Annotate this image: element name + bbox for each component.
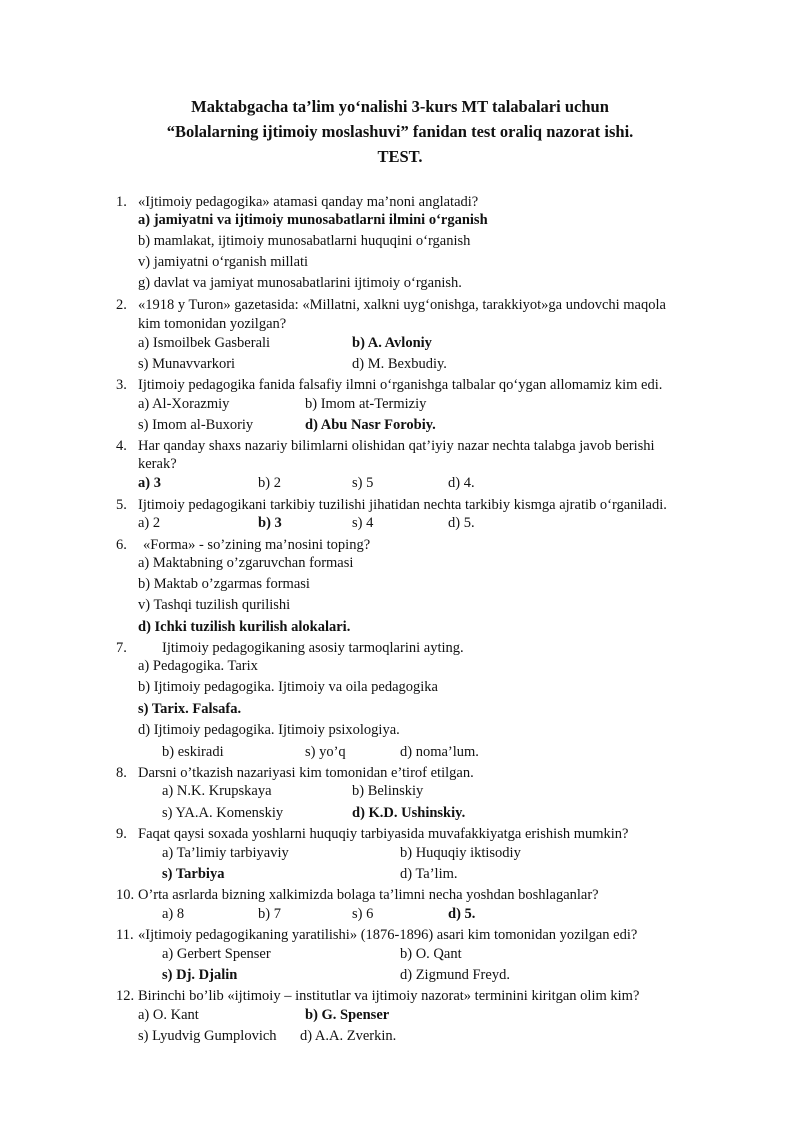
answer-option: b) Imom at-Termiziy bbox=[305, 396, 427, 412]
answer-option: s) Munavvarkori bbox=[138, 356, 236, 372]
answer-option: a) N.K. Krupskaya bbox=[162, 783, 272, 799]
answer-option: b) Huquqiy iktisodiy bbox=[400, 845, 521, 861]
question-number: 1. bbox=[116, 194, 127, 210]
question-number: 2. bbox=[116, 297, 127, 313]
question-text-continued: kerak? bbox=[138, 456, 177, 472]
question-text: Darsni o’tkazish nazariyasi kim tomonidan e’tirof etilgan. bbox=[138, 765, 474, 781]
question-number: 4. bbox=[116, 438, 127, 454]
extra-option: s) yo’q bbox=[305, 744, 346, 760]
question-number: 10. bbox=[116, 887, 135, 903]
answer-option-correct: s) Tarix. Falsafa. bbox=[138, 701, 242, 717]
answer-option-correct: b) 3 bbox=[258, 515, 282, 531]
answer-option-correct: s) Tarbiya bbox=[162, 866, 225, 882]
question-text: «Ijtimoiy pedagogikaning yaratilishi» (1876-1896) asari kim tomonidan yozilgan edi? bbox=[138, 927, 638, 943]
extra-option: d) noma’lum. bbox=[400, 744, 479, 760]
question-number: 7. bbox=[116, 640, 127, 656]
question-number: 6. bbox=[116, 537, 127, 553]
answer-option-correct: d) Ichki tuzilish kurilish alokalari. bbox=[138, 619, 351, 635]
answer-option: d) Ijtimoiy pedagogika. Ijtimoiy psixologiya. bbox=[138, 722, 400, 738]
answer-option: a) O. Kant bbox=[138, 1007, 199, 1023]
answer-option: a) Gerbert Spenser bbox=[162, 946, 271, 962]
answer-option: b) mamlakat, ijtimoiy munosabatlarni huquqini o‘rganish bbox=[138, 233, 471, 249]
answer-option-correct: s) Dj. Djalin bbox=[162, 967, 238, 983]
question-number: 3. bbox=[116, 377, 127, 393]
question-number: 5. bbox=[116, 497, 127, 513]
answer-option: s) 4 bbox=[352, 515, 374, 531]
answer-option-correct: d) Abu Nasr Forobiy. bbox=[305, 417, 436, 433]
question-number: 8. bbox=[116, 765, 127, 781]
answer-option: d) Zigmund Freyd. bbox=[400, 967, 510, 983]
answer-option: v) Tashqi tuzilish qurilishi bbox=[138, 597, 291, 613]
answer-option: b) 2 bbox=[258, 475, 281, 491]
answer-option: a) 2 bbox=[138, 515, 161, 531]
answer-option: a) Ta’limiy tarbiyaviy bbox=[162, 845, 289, 861]
answer-option: a) Maktabning o’zgaruvchan formasi bbox=[138, 555, 354, 571]
answer-option: s) 5 bbox=[352, 475, 374, 491]
answer-option: s) Lyudvig Gumplovich bbox=[138, 1028, 277, 1044]
question-text: Har qanday shaxs nazariy bilimlarni olishidan qat’iyiy nazar nechta talabga javob berishi bbox=[138, 438, 655, 454]
question-text: Ijtimoiy pedagogikani tarkibiy tuzilishi jihatidan nechta tarkibiy kismga ajratib o‘rganiladi. bbox=[138, 497, 667, 513]
answer-option: d) A.A. Zverkin. bbox=[300, 1028, 397, 1044]
answer-option: a) Pedagogika. Tarix bbox=[138, 658, 258, 674]
answer-option: b) Maktab o’zgarmas formasi bbox=[138, 576, 310, 592]
answer-option: v) jamiyatni o‘rganish millati bbox=[138, 254, 309, 270]
answer-option-correct: b) A. Avloniy bbox=[352, 335, 432, 351]
question-text-continued: kim tomonidan yozilgan? bbox=[138, 316, 287, 332]
answer-option: s) 6 bbox=[352, 906, 374, 922]
answer-option-correct: d) K.D. Ushinskiy. bbox=[352, 805, 466, 821]
answer-option-correct: a) 3 bbox=[138, 475, 161, 491]
question-number: 11. bbox=[116, 927, 134, 943]
answer-option: d) 5. bbox=[448, 515, 475, 531]
question-text: «Ijtimoiy pedagogika» atamasi qanday ma’noni anglatadi? bbox=[138, 194, 479, 210]
answer-option: d) Ta’lim. bbox=[400, 866, 458, 882]
answer-option-correct: a) jamiyatni va ijtimoiy munosabatlarni ilmini o‘rganish bbox=[138, 212, 488, 228]
question-text: O’rta asrlarda bizning xalkimizda bolaga ta’limni necha yoshdan boshlaganlar? bbox=[138, 887, 599, 903]
document-title-line-1: Maktabgacha ta’lim yo‘nalishi 3-kurs MT talabalari uchun bbox=[191, 97, 609, 116]
question-number: 12. bbox=[116, 988, 135, 1004]
answer-option-correct: d) 5. bbox=[448, 906, 476, 922]
answer-option: s) Imom al-Buxoriy bbox=[138, 417, 254, 433]
question-text: Ijtimoiy pedagogika fanida falsafiy ilmni o‘rganishga talbalar qo‘ygan allomamiz kim edi. bbox=[138, 377, 663, 393]
answer-option: a) Al-Xorazmiy bbox=[138, 396, 230, 412]
question-text: Ijtimoiy pedagogikaning asosiy tarmoqlarini ayting. bbox=[162, 640, 464, 656]
question-text: «1918 y Turon» gazetasida: «Millatni, xalkni uyg‘onishga, tarakkiyot»ga undovchi maqola bbox=[138, 297, 666, 313]
extra-option: b) eskiradi bbox=[162, 744, 224, 760]
question-text: «Forma» - so’zining ma’nosini toping? bbox=[143, 537, 371, 553]
question-number: 9. bbox=[116, 826, 127, 842]
document-title-test: TEST. bbox=[377, 147, 423, 166]
answer-option: d) M. Bexbudiy. bbox=[352, 356, 447, 372]
question-text: Faqat qaysi soxada yoshlarni huquqiy tarbiyasida muvafakkiyatga erishish mumkin? bbox=[138, 826, 629, 842]
answer-option: a) Ismoilbek Gasberali bbox=[138, 335, 271, 351]
answer-option: s) YA.A. Komenskiy bbox=[162, 805, 284, 821]
answer-option: d) 4. bbox=[448, 475, 475, 491]
answer-option: b) 7 bbox=[258, 906, 281, 922]
question-text: Birinchi bo’lib «ijtimoiy – institutlar va ijtimoiy nazorat» terminini kiritgan olim kim? bbox=[138, 988, 640, 1004]
answer-option: b) O. Qant bbox=[400, 946, 462, 962]
answer-option: a) 8 bbox=[162, 906, 185, 922]
document-title-line-2: “Bolalarning ijtimoiy moslashuvi” fanidan test oraliq nazorat ishi. bbox=[166, 122, 634, 141]
answer-option: g) davlat va jamiyat munosabatlarini ijtimoiy o‘rganish. bbox=[138, 275, 462, 291]
answer-option: b) Ijtimoiy pedagogika. Ijtimoiy va oila pedagogika bbox=[138, 679, 438, 695]
answer-option-correct: b) G. Spenser bbox=[305, 1007, 390, 1023]
answer-option: b) Belinskiy bbox=[352, 783, 424, 799]
